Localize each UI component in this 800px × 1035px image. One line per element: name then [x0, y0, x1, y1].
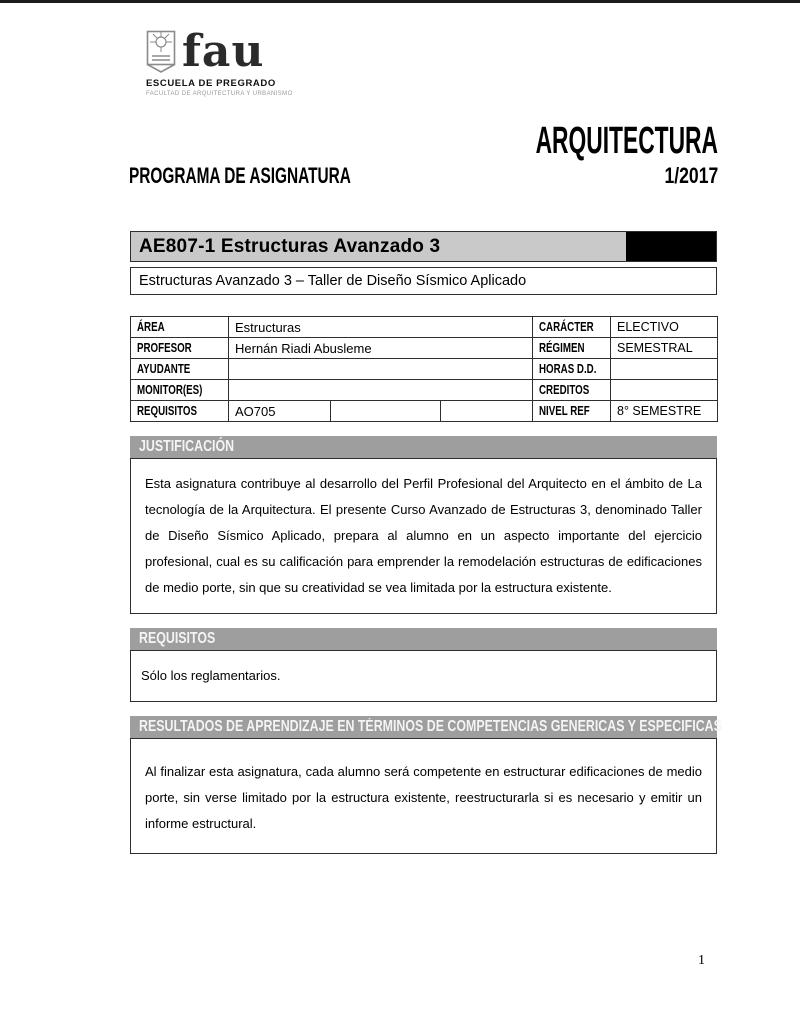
requisitos-label-cell: [131, 401, 229, 422]
creditos-label-cell: [533, 380, 611, 401]
section-body-requisitos: [130, 650, 717, 702]
nivel-label-cell: [533, 401, 611, 422]
career-title: [414, 122, 718, 160]
section-requisitos: [130, 628, 717, 702]
section-paragraph: Sólo los reglamentarios.: [141, 668, 281, 683]
section-body-resultados: [130, 738, 717, 854]
caracter-value-cell: ELECTIVO: [611, 317, 718, 338]
page-number: 1: [698, 953, 705, 968]
regimen-value-cell: SEMESTRAL: [611, 338, 718, 359]
horas-value-cell: [611, 359, 718, 380]
section-title: JUSTIFICACIÓN: [139, 438, 235, 455]
table-row: [131, 401, 718, 422]
section-justificacion: [130, 436, 717, 614]
course-title-bar: [130, 231, 717, 262]
program-label-text: PROGRAMA DE ASIGNATURA: [129, 163, 351, 188]
section-body-justificacion: [130, 458, 717, 614]
monitor-label: MONITOR(ES): [137, 382, 203, 397]
term-label: [651, 164, 718, 188]
section-title: RESULTADOS DE APRENDIZAJE EN TÉRMINOS DE COMPETENCIAS GENERICAS Y ESPECIFICAS: [139, 718, 722, 735]
logo-faculty-text: FACULTAD DE ARQUITECTURA Y URBANISMO: [146, 91, 293, 97]
creditos-label: CREDITOS: [539, 382, 590, 397]
ayudante-value-cell: [229, 359, 533, 380]
area-value-cell: Estructuras: [229, 317, 533, 338]
ayudante-label-cell: [131, 359, 229, 380]
logo-text: fau: [182, 26, 265, 77]
career-title-text: ARQUITECTURA: [535, 120, 718, 162]
profesor-value-cell: Hernán Riadi Abusleme: [229, 338, 533, 359]
section-resultados: [130, 716, 722, 854]
ayudante-label: AYUDANTE: [137, 361, 191, 376]
title-bar-black-block: [626, 232, 716, 261]
course-subtitle-box: [130, 267, 717, 295]
fau-logo: [146, 26, 293, 97]
requisitos-value-cell: AO705: [229, 401, 331, 422]
university-crest-icon: [146, 30, 176, 74]
course-subtitle: Estructuras Avanzado 3 – Taller de Diseño Sísmico Aplicado: [139, 273, 527, 289]
regimen-label-cell: [533, 338, 611, 359]
monitor-label-cell: [131, 380, 229, 401]
caracter-label-cell: [533, 317, 611, 338]
horas-label-cell: [533, 359, 611, 380]
table-row: [131, 317, 718, 338]
table-row: [131, 359, 718, 380]
horas-label: HORAS D.D.: [539, 361, 597, 376]
section-header-requisitos: [130, 628, 717, 650]
profesor-label-cell: [131, 338, 229, 359]
caracter-label: CARÁCTER: [539, 319, 594, 334]
table-row: [131, 380, 718, 401]
section-title: REQUISITOS: [139, 630, 216, 647]
section-header-resultados: [130, 716, 722, 738]
creditos-value-cell: [611, 380, 718, 401]
section-paragraph: Al finalizar esta asignatura, cada alumno será competente en estructurar edificaciones de medio porte, sin verse limitado por la estructura existente, reestructurarla si es necesario y emitir un informe estructural.: [145, 764, 702, 831]
logo-school-text: ESCUELA DE PREGRADO: [146, 78, 276, 89]
nivel-label: NIVEL REF: [539, 403, 590, 418]
section-paragraph: Esta asignatura contribuye al desarrollo del Perfil Profesional del Arquitecto en el ámbito de La tecnología de la Arquitectura. El presente Curso Avanzado de Estructuras 3, denominado Taller de Diseño Sísmico Aplicado, prepara al alumno en un aspecto importante del ejercicio profesional, cual es su calificación para emprender la remodelación estructuras de edificaciones de medio porte, sin que su creatividad se vea limitada por la estructura existente.: [145, 476, 702, 595]
area-label-cell: [131, 317, 229, 338]
top-border-line: [0, 0, 800, 3]
course-title: AE807-1 Estructuras Avanzado 3: [139, 235, 441, 257]
section-header-justificacion: [130, 436, 717, 458]
requisitos-value-cell-2: [331, 401, 441, 422]
requisitos-value-cell-3: [441, 401, 533, 422]
document-content: [130, 231, 722, 854]
monitor-value-cell: [229, 380, 533, 401]
area-label: ÁREA: [137, 319, 165, 334]
logo-row: [146, 26, 293, 77]
regimen-label: RÉGIMEN: [539, 340, 585, 355]
course-info-table: [130, 316, 718, 422]
profesor-label: PROFESOR: [137, 340, 192, 355]
term-label-text: 1/2017: [664, 163, 718, 188]
program-label: [129, 164, 446, 188]
table-row: [131, 338, 718, 359]
nivel-value-cell: 8° SEMESTRE: [611, 401, 718, 422]
requisitos-label: REQUISITOS: [137, 403, 197, 418]
